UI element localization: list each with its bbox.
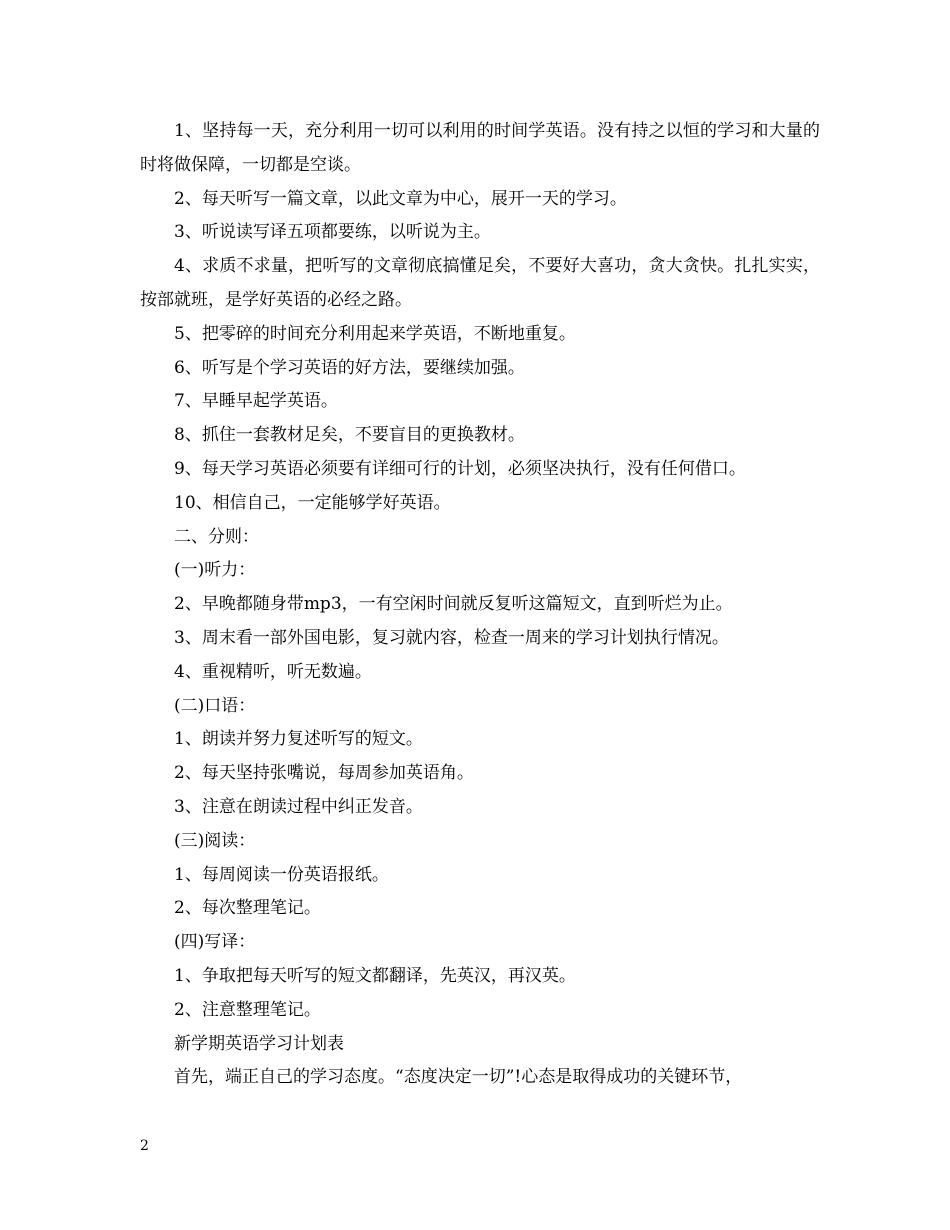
paragraph: 1、争取把每天听写的短文都翻译，先英汉，再汉英。 xyxy=(174,965,576,986)
subsection-heading: (三)阅读： xyxy=(174,830,256,851)
document-body xyxy=(140,115,820,1095)
paragraph: 2、每天听写一篇文章，以此文章为中心，展开一天的学习。 xyxy=(174,188,627,209)
subsection-heading: (二)口语： xyxy=(174,695,256,716)
paragraph: 2、每次整理笔记。 xyxy=(174,898,321,919)
paragraph: 3、听说读写译五项都要练，以听说为主。 xyxy=(174,222,491,243)
paragraph: 1、每周阅读一份英语报纸。 xyxy=(174,864,389,885)
paragraph: 8、抓住一套教材足矣，不要盲目的更换教材。 xyxy=(174,425,525,446)
paragraph: 3、周末看一部外国电影，复习就内容，检查一周来的学习计划执行情况。 xyxy=(174,627,729,648)
paragraph: 9、每天学习英语必须要有详细可行的计划，必须坚决执行，没有任何借口。 xyxy=(174,458,746,479)
paragraph: 7、早睡早起学英语。 xyxy=(174,391,338,412)
paragraph: 2、每天坚持张嘴说，每周参加英语角。 xyxy=(174,763,474,784)
paragraph: 2、早晚都随身带mp3，一有空闲时间就反复听这篇短文，直到听烂为止。 xyxy=(174,594,733,615)
paragraph: 10、相信自己，一定能够学好英语。 xyxy=(174,492,451,513)
paragraph: 2、注意整理笔记。 xyxy=(174,999,321,1020)
section-heading: 二、分则： xyxy=(174,526,259,547)
subsection-heading: (四)写译： xyxy=(174,932,256,953)
paragraph: 4、求质不求量，把听写的文章彻底搞懂足矣，不要好大喜功，贪大贪快。扎扎实实，按部就班，是学好英语的必经之路。 xyxy=(140,256,820,310)
paragraph: 4、重视精听，听无数遍。 xyxy=(174,661,372,682)
paragraph: 5、把零碎的时间充分利用起来学英语，不断地重复。 xyxy=(174,323,576,344)
document-subtitle: 新学期英语学习计划表 xyxy=(174,1033,344,1054)
paragraph: 1、坚持每一天，充分利用一切可以利用的时间学英语。没有持之以恒的学习和大量的时将做保障，一切都是空谈。 xyxy=(140,121,820,175)
subsection-heading: (一)听力： xyxy=(174,560,256,581)
paragraph: 首先，端正自己的学习态度。“态度决定一切”!心态是取得成功的关键环节， xyxy=(174,1067,743,1088)
paragraph: 3、注意在朗读过程中纠正发音。 xyxy=(174,796,423,817)
paragraph: 6、听写是个学习英语的好方法，要继续加强。 xyxy=(174,357,525,378)
paragraph: 1、朗读并努力复述听写的短文。 xyxy=(174,729,423,750)
page-number: 2 xyxy=(140,1138,149,1154)
